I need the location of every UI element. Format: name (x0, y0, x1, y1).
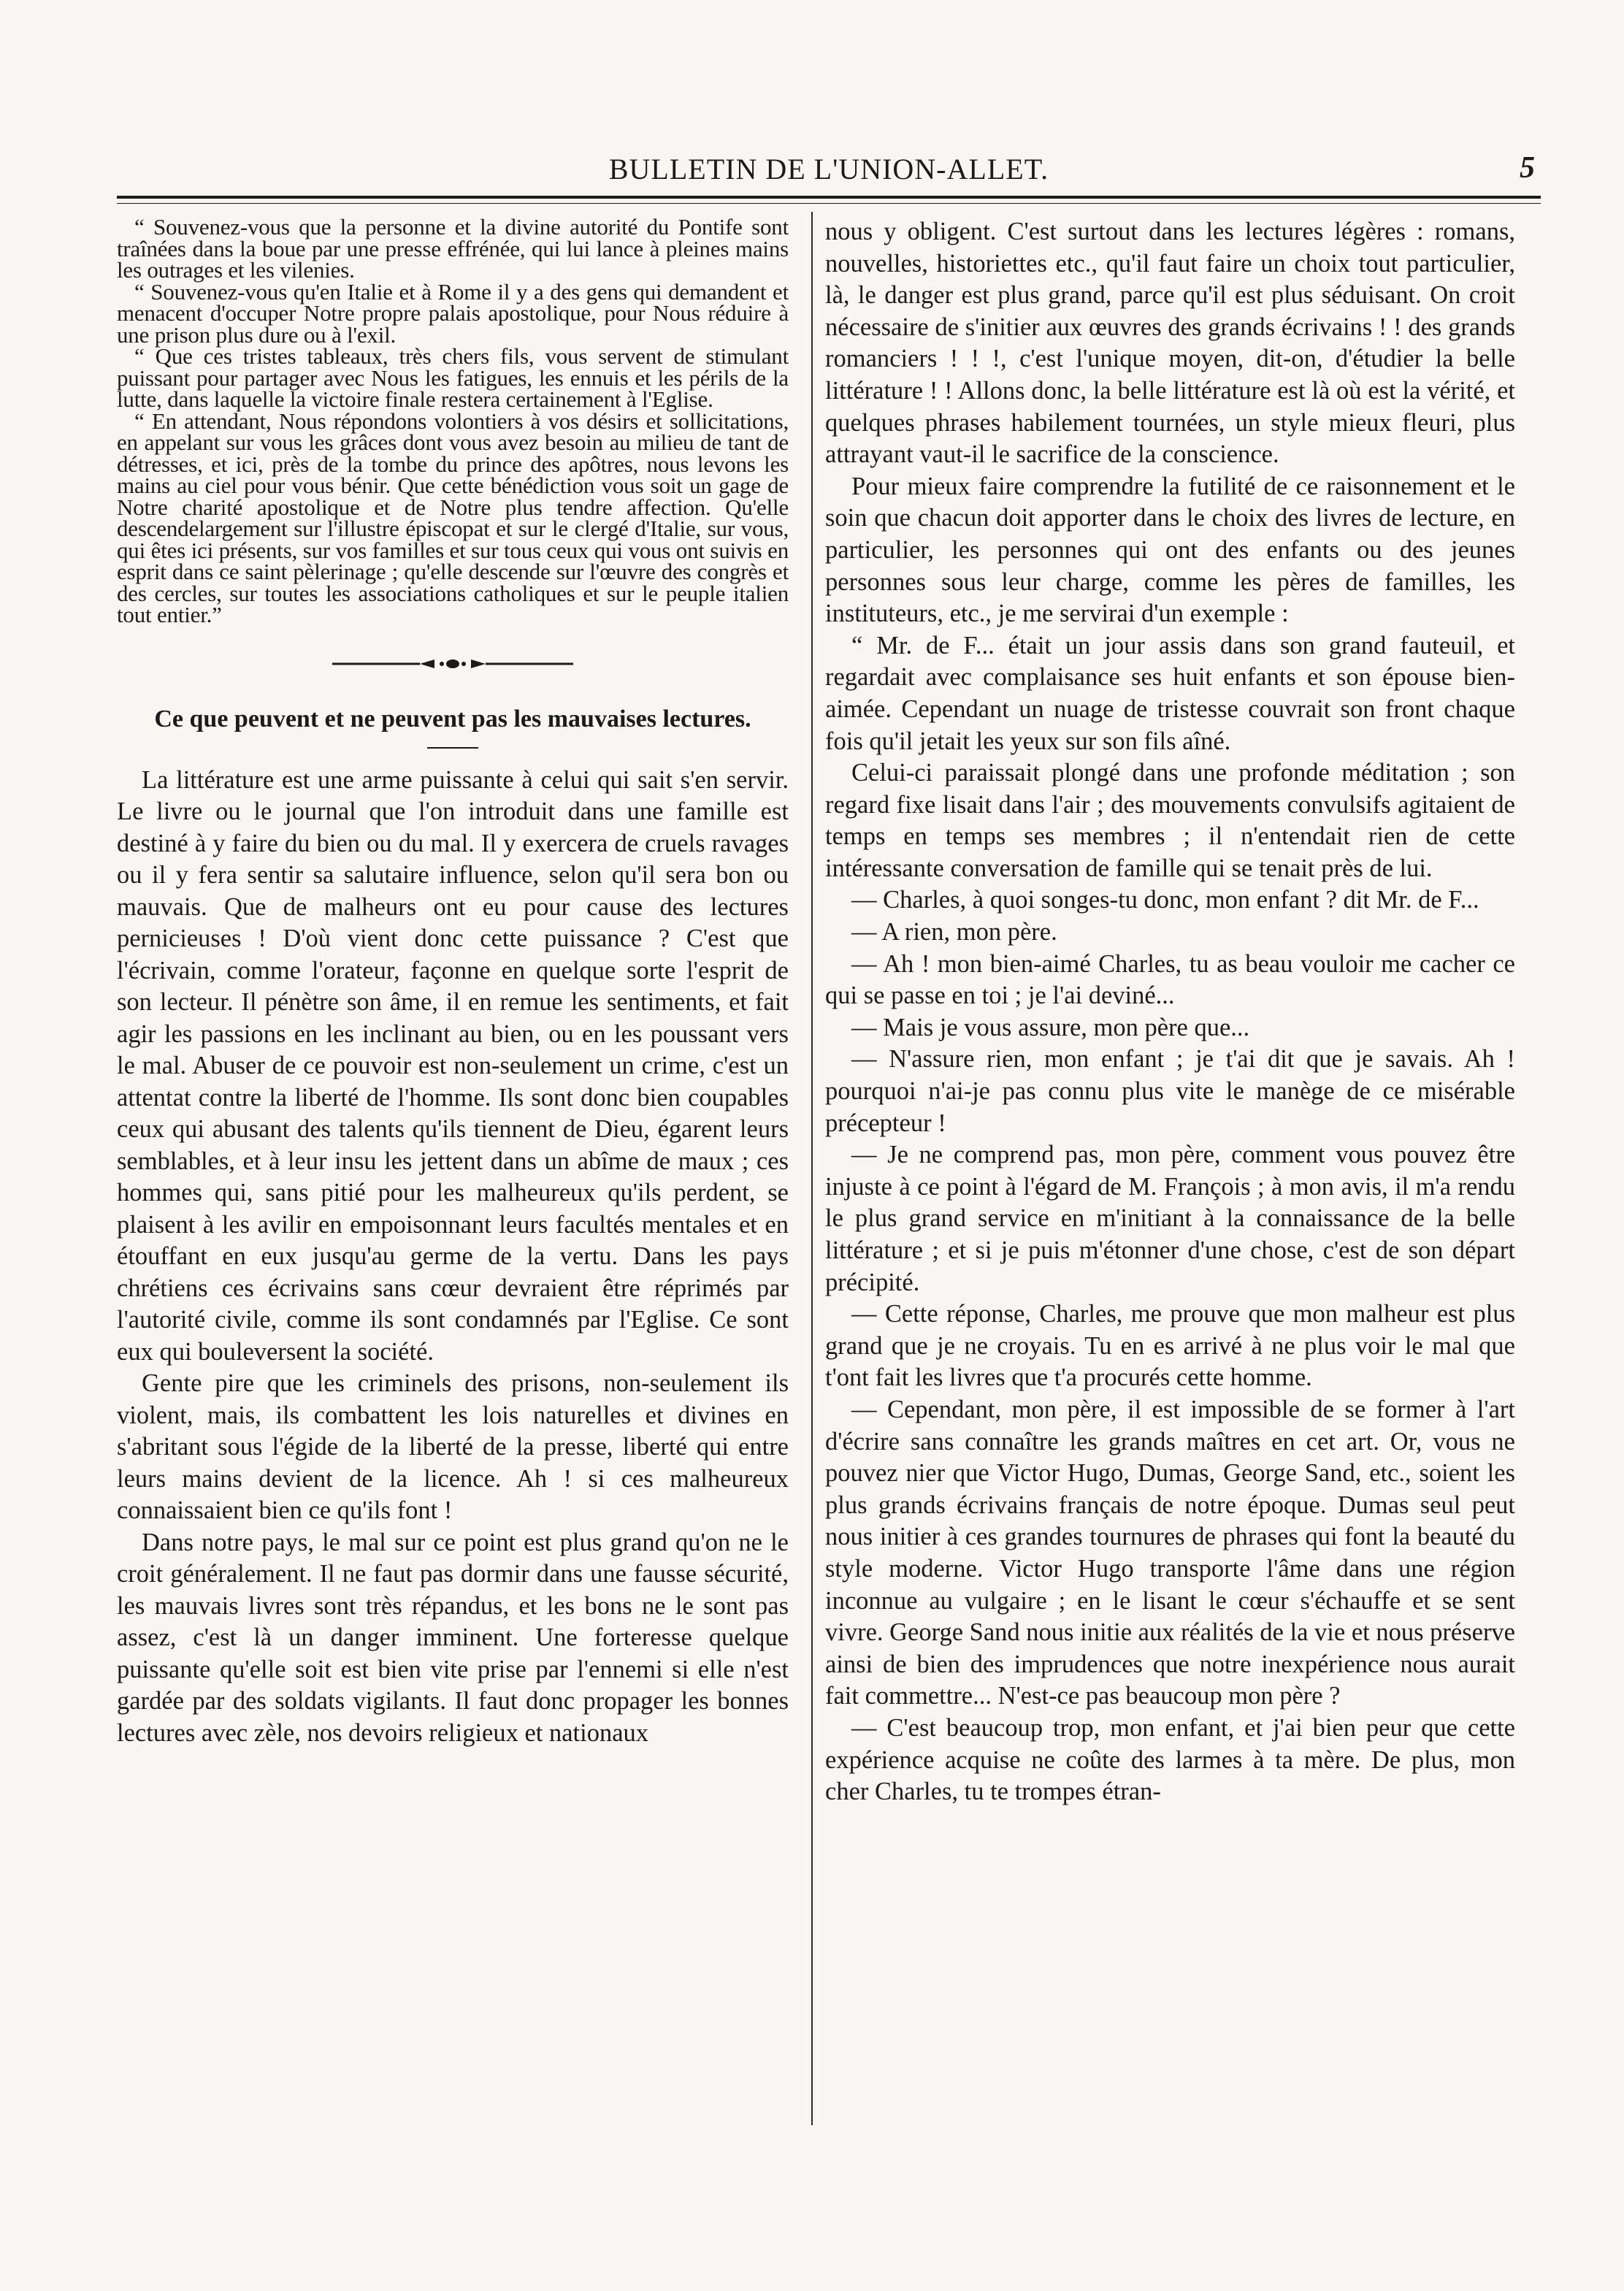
running-title: BULLETIN DE L'UNION-ALLET. (608, 153, 1049, 186)
page-number: 5 (1520, 151, 1535, 185)
dialogue-line: — A rien, mon père. (851, 918, 1057, 946)
header-rule-thick (117, 196, 1541, 199)
header-rule-thin (117, 203, 1541, 204)
dialogue-line: — Je ne comprend pas, mon père, comment vous pouvez être injuste à ce point à l'égard de M. François ; à mon avis, il m'a rendu le plus grand service en m'initiant à la connaissance de la belle littérature ; et si je puis m'étonner d'une chose, c'est de son départ précipité. (825, 1141, 1515, 1296)
dialogue-line: — N'assure rien, mon enfant ; je t'ai dit que je savais. Ah ! pourquoi n'ai-je pas connu plus vite le manège de ce misérable précepteur ! (825, 1045, 1515, 1137)
dialogue-line: — Ah ! mon bien-aimé Charles, tu as beau vouloir me cacher ce qui se passe en toi ; je l'ai deviné... (825, 949, 1515, 1010)
body-paragraph: Dans notre pays, le mal sur ce point est plus grand qu'on ne le croit généralement. Il ne faut pas dormir dans une fausse sécurité, les mauvais livres sont très répandus, et les bons ne le sont pas assez, c'est là un danger imminent. Une forteresse quelque puissante qu'elle soit est bien vite prise par l'ennemi si elle n'est gardée par des soldats vigilants. Il faut donc propager les bonnes lectures avec zèle, nos devoirs religieux et nationaux (117, 1528, 789, 1747)
column-divider (811, 212, 813, 2125)
right-column (825, 216, 1515, 1808)
fleuron-ornament-icon (332, 657, 573, 671)
quote-paragraph: “ Souvenez-vous que la personne et la divine autorité du Pontife sont traînées dans la boue par une presse effrénée, qui lui lance à pleines mains les outrages et les vilenies. (117, 214, 789, 283)
body-paragraph: Gente pire que les criminels des prisons, non-seulement ils violent, mais, ils combattent les lois naturelles et divines en s'abritant sous l'égide de la liberté de la presse, liberté qui entre leurs mains devient de la licence. Ah ! si ces malheureux connaissaient bien ce qu'ils font ! (117, 1369, 789, 1524)
body-paragraph: Celui-ci paraissait plongé dans une profonde méditation ; son regard fixe lisait dans l'air ; des mouvements convulsifs agitaient de temps en temps ses membres ; il n'entendait rien de cette intéressante conversation de famille qui se tenait près de lui. (825, 759, 1515, 882)
ornamental-divider (117, 657, 789, 671)
quote-paragraph: “ Souvenez-vous qu'en Italie et à Rome il y a des gens qui demandent et menacent d'occuper Notre propre palais apostolique, pour Nous réduire à une prison plus dure ou à l'exil. (117, 278, 789, 348)
quote-paragraph: “ Que ces tristes tableaux, très chers fils, vous servent de stimulant puissant pour partager avec Nous les fatigues, les ennuis et les périls de la lutte, dans laquelle la victoire finale restera certainement à l'Eglise. (117, 343, 789, 412)
body-paragraph: “ Mr. de F... était un jour assis dans son grand fauteuil, et regardait avec complaisance ses huit enfants et son épouse bien-aimée. Cependant un nuage de tristesse couvrait son front chaque fois qu'il jetait les yeux sur son fils aîné. (825, 631, 1515, 755)
quote-paragraph: “ En attendant, Nous répondons volontiers à vos désirs et sollicitations, en appelant sur vous les grâces dont vous avez besoin au milieu de tant de détresses, et ici, près de la tombe du prince des apôtres, nous levons les mains au ciel pour vous bénir. Que cette bénédiction vous soit un gage de Notre charité apostolique et de Notre plus tendre affection. Qu'elle descendelargement sur l'illustre épiscopat et sur le clergé d'Italie, sur vous, qui êtes ici présents, sur vos familles et sur tous ceux qui vous ont suivis en esprit dans ce saint pèlerinage ; qu'elle descende sur l'œuvre des congrès et des cercles, sur toutes les associations catholiques et sur le peuple italien tout entier.” (117, 408, 789, 627)
dialogue-line: — Cependant, mon père, il est impossible de se former à l'art d'écrire sans connaître les grands maîtres en cet art. Or, vous ne pouvez nier que Victor Hugo, Dumas, George Sand, etc., soient les plus grands écrivains français de notre époque. Dumas seul peut nous initier à ces grandes tournures de phrases qui font la beauté du style moderne. Victor Hugo transporte l'âme dans une région inconnue au vulgaire ; en le lisant le cœur s'échauffe et se sent vivre. George Sand nous initie aux réalités de la vie et nous préserve ainsi de bien des imprudences que notre inexpérience nous aurait fait commettre... N'est-ce pas beaucoup mon père ? (825, 1395, 1515, 1710)
dialogue-line: — Mais je vous assure, mon père que... (851, 1013, 1250, 1041)
body-paragraph: Pour mieux faire comprendre la futilité de ce raisonnement et le soin que chacun doit apporter dans le choix des livres de lecture, en particulier, les personnes qui ont des enfants ou des jeunes personnes sous leur charge, comme les pères de familles, les instituteurs, etc., je me servirai d'un exemple : (825, 472, 1515, 628)
article-title: Ce que peuvent et ne peuvent pas les mauvaises lectures. (154, 705, 751, 733)
dialogue-line: — Charles, à quoi songes-tu donc, mon enfant ? dit Mr. de F... (851, 886, 1479, 914)
page-header (117, 145, 1541, 196)
dialogue-line: — Cette réponse, Charles, me prouve que mon malheur est plus grand que je ne croyais. Tu en es arrivé à ne plus voir le mal que t'ont fait les livres que t'a procurés cette homme. (825, 1300, 1515, 1392)
papal-quote (117, 216, 789, 626)
title-underline (427, 747, 478, 749)
article-body (117, 765, 789, 1750)
body-paragraph: nous y obligent. C'est surtout dans les lectures légères : romans, nouvelles, historiettes etc., qu'il faut faire un choix tout particulier, là, le danger est plus grand, parce qu'il est plus séduisant. On croit nécessaire de s'initier aux œuvres des grands écrivains ! ! des grands romanciers ! ! !, c'est l'unique moyen, dit-on, d'étudier la belle littérature ! ! Allons donc, la belle littérature est là où est la vérité, et quelques phrases habilement tournées, un style mieux fleuri, plus attrayant vaut-il le sacrifice de la conscience. (825, 218, 1515, 469)
body-paragraph: La littérature est une arme puissante à celui qui sait s'en servir. Le livre ou le journal que l'on introduit dans une famille est destiné à y faire du bien ou du mal. Il y exercera de cruels ravages ou il y fera sentir sa salutaire influence, selon qu'il sera bon ou mauvais. Que de malheurs ont eu pour cause des lectures pernicieuses ! D'où vient donc cette puissance ? C'est que l'écrivain, comme l'orateur, façonne en quelque sorte l'esprit de son lecteur. Il pénètre son âme, il en remue les sentiments, et fait agir les passions en les inclinant au bien, ou en les poussant vers le mal. Abuser de ce pouvoir est non-seulement un crime, c'est un attentat contre la liberté de l'homme. Ils sont donc bien coupables ceux qui abusant des talents qu'ils tiennent de Dieu, égarent leurs semblables, et à leur insu les jettent dans un abîme de maux ; ces hommes qui, sans pitié pour les malheureux qu'ils perdent, se plaisent à les avilir en empoisonnant leurs facultés mentales et en étouffant en eux jusqu'au germe de la vertu. Dans les pays chrétiens ces écrivains sans cœur devraient être réprimés par l'autorité civile, comme ils sont condamnés par l'Eglise. Ce sont eux qui bouleversent la société. (117, 765, 789, 1366)
dialogue-line: — C'est beaucoup trop, mon enfant, et j'ai bien peur que cette expérience acquise ne coûte des larmes à ta mère. De plus, mon cher Charles, tu te trompes étran- (825, 1713, 1515, 1806)
left-column (117, 216, 789, 1749)
